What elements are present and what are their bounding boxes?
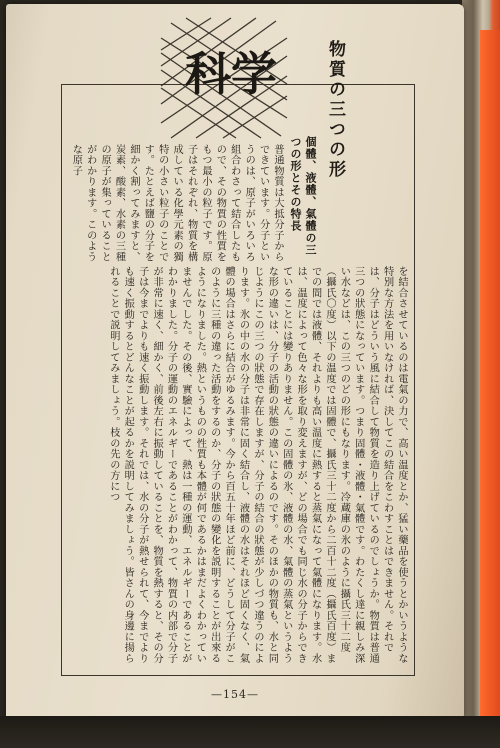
intro-text-top <box>70 144 284 264</box>
science-logo <box>161 18 287 138</box>
article-title: 物質の三つの形 <box>325 40 345 180</box>
intro-column: 普通物質は大抵分子からできています。分子というのは、原子がいろいろ組合わさって結合したもので、その物質の性質をもつ最小の粒子です。原子はそれぞれ、物質を構成している化學元素の獨特の小さい粒子のことです。たとえば鹽の分子を細かく割ってみますと、炭素、酸素、水素の三種の原子が集っていることがわかります。このような原子 <box>70 144 283 263</box>
article-subtitle: 個體、液體、氣體の三つの形とその特長 <box>289 136 317 256</box>
page-number: —154— <box>211 688 259 701</box>
main-text: を結合させているのは電氣の力で、高い温度とか、猛い藥品を使うとかいうような特別な方法を用いなければ、決してこの結合をこわすことはできません。それでは、分子はどういう風に結合して物質を造り上げているのでしょうか。物質は普通三つの狀態になっています。つまり固體・液體・氣體です。わたくし達に親しみ深い水などは、この三つのどの形にもなります。冷蔵庫の氷のように攝氏三十二度（攝氏〇度）以下の温度では固體で、攝氏三十二度から二百十二度（攝氏百度）までの間では液體、それよりも高い温度に熱すると蒸氣になって氣體になります。水は、温度によって色々な形を取り変えますが、どの場合でも同じ水の分子からできていることには變りありません。この固體の氷、液體の水、氣體の蒸氣というような形の違いは、分子の活動の狀態の違いによるのです。そのほかの物質も、水と同じようにこの三つの狀態で存在しますが、分子の結合の狀態が少しづつ違うのによります。氷の中の水の分子は非常に固く結合し、液體の水はそれほど固くなく、氣體の場合はさらに結合がゆるみます。今から百五十年ほど前に、どうして分子がこのように三種の違った活動をするのか、分子の狀態の變化を説明することが出來るようになりました。熱というものの性質も本體が何であるかはまだよくわかっていませんでした。その後、實驗によって、熱は一種の運動、エネルギーであることがわかりました。分子の運動のエネルギーであることがわかって、物質の内部で分子が非常に速く、細かく、前後左右に振動していることを、物質を熱すると、その分子は今までよりも速く振動します。それでは、水の分子が熱せられて、今までよりも速く振動するとどんなことが起るかを説明してみましょう。皆さんの身邊に揚られることで説明してみましょう。枝の先の方につ <box>107 266 407 664</box>
bottom-shadow <box>0 716 500 748</box>
book-spine <box>462 0 500 748</box>
science-crosshatch-icon <box>161 18 287 138</box>
main-body-text <box>66 266 408 666</box>
red-cover-edge <box>480 30 500 720</box>
title-block <box>286 14 354 264</box>
book-page <box>6 4 464 720</box>
logo-char-1: 科学 <box>185 47 277 101</box>
